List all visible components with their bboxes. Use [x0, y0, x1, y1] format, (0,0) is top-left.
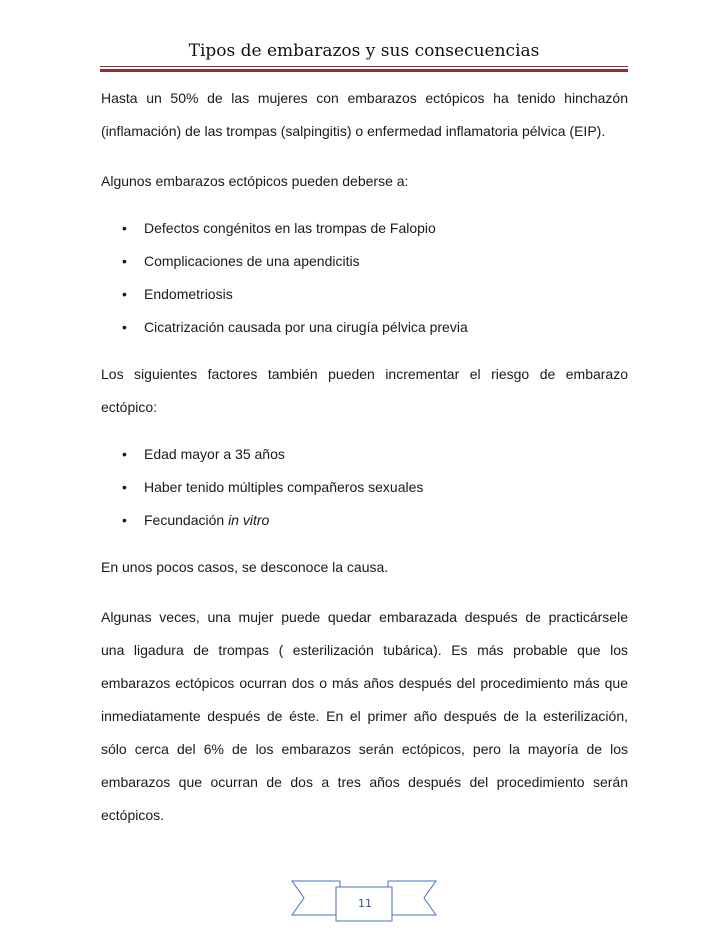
paragraph-2: Algunos embarazos ectópicos pueden deberse a:	[101, 173, 409, 189]
list-item	[101, 471, 628, 504]
risk-factors-list	[101, 438, 628, 537]
bullet-icon: •	[122, 220, 127, 236]
list-item	[101, 311, 628, 344]
list-item	[101, 245, 628, 278]
list-item-text: Complicaciones de una apendicitis	[144, 253, 360, 269]
page-number: 11	[358, 897, 372, 910]
list-item	[101, 504, 628, 537]
paragraph-5-line: sólo cerca del 6% de los embarazos serán ectópicos, pero la mayoría de los	[101, 741, 628, 757]
bullet-icon: •	[122, 253, 127, 269]
paragraph-5-line: ectópicos.	[101, 807, 165, 823]
list-item-text: Edad mayor a 35 años	[144, 446, 285, 462]
paragraph-1-line-2: (inflamación) de las trompas (salpingitis) o enfermedad inflamatoria pélvica (EIP).	[101, 123, 606, 139]
paragraph-1-line-1: Hasta un 50% de las mujeres con embarazos ectópicos ha tenido hinchazón	[101, 90, 628, 106]
list-item	[101, 438, 628, 471]
document-body	[101, 82, 628, 832]
bullet-icon: •	[122, 479, 127, 495]
list-item-text: Cicatrización causada por una cirugía pélvica previa	[144, 319, 468, 335]
header-rule-thin	[100, 66, 628, 67]
paragraph-5-line: una ligadura de trompas ( esterilización tubárica). Es más probable que los	[101, 642, 628, 658]
page-footer	[0, 875, 728, 925]
list-item-text: Fecundación	[144, 512, 229, 528]
header-rule-thick	[100, 69, 628, 72]
bullet-icon: •	[122, 286, 127, 302]
list-item-text: Endometriosis	[144, 286, 233, 302]
list-item	[101, 278, 628, 311]
paragraph-5-line: embarazos ectópicos ocurran dos o más años después del procedimiento más que	[101, 675, 628, 691]
paragraph-1	[101, 82, 628, 148]
paragraph-5	[101, 601, 628, 832]
list-item-text: Defectos congénitos en las trompas de Falopio	[144, 220, 436, 236]
paragraph-3-line-2: ectópico:	[101, 399, 158, 415]
bullet-icon: •	[122, 446, 127, 462]
bullet-icon: •	[122, 319, 127, 335]
list-item	[101, 212, 628, 245]
causes-list	[101, 212, 628, 344]
list-item-italic-text: in vitro	[228, 512, 270, 528]
bullet-icon: •	[122, 512, 127, 528]
page-title: Tipos de embarazos y sus consecuencias	[188, 41, 540, 61]
list-item-text: Haber tenido múltiples compañeros sexuales	[144, 479, 424, 495]
paragraph-5-line: inmediatamente después de éste. En el primer año después de la esterilización,	[101, 708, 628, 724]
paragraph-3	[101, 358, 628, 424]
paragraph-3-line-1: Los siguientes factores también pueden incrementar el riesgo de embarazo	[101, 366, 628, 382]
paragraph-5-line: Algunas veces, una mujer puede quedar embarazada después de practicársele	[101, 609, 628, 625]
paragraph-4: En unos pocos casos, se desconoce la causa.	[101, 559, 389, 575]
paragraph-5-line: embarazos que ocurran de dos a tres años después del procedimiento serán	[101, 774, 628, 790]
